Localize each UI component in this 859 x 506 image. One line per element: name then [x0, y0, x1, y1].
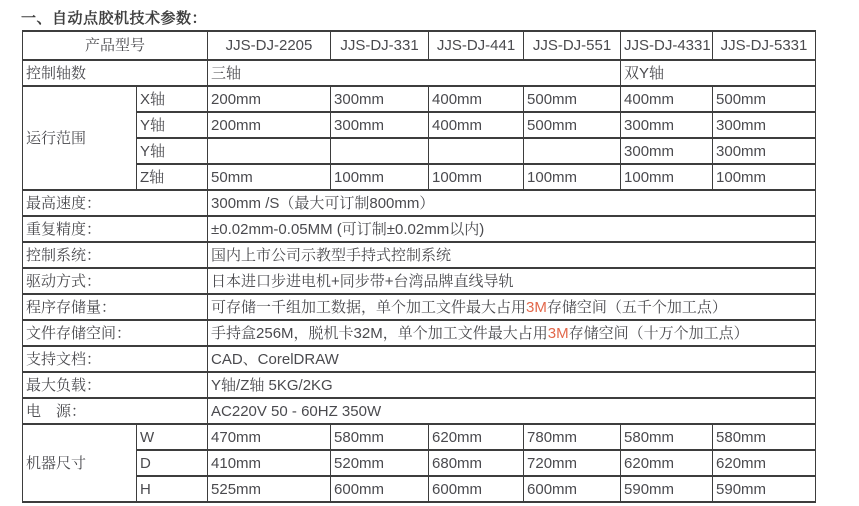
value-cell: 600mm — [524, 476, 621, 502]
spec-value — [208, 320, 816, 346]
range-row-x — [23, 86, 816, 112]
dimension-row-h — [23, 476, 816, 502]
spec-text-post: 存储空间（五千个加工点） — [546, 298, 727, 316]
row-label-repeat-precision: 重复精度： — [23, 216, 208, 242]
value-cell: 300mm — [713, 138, 816, 164]
value-cell: 580mm — [713, 424, 816, 450]
row-label-supported-docs: 支持文档： — [23, 346, 208, 372]
row-label-max-speed: 最高速度： — [23, 190, 208, 216]
value-cell: 500mm — [524, 112, 621, 138]
value-cell: 590mm — [621, 476, 713, 502]
value-cell: 300mm — [331, 86, 429, 112]
axis-label: W — [137, 424, 208, 450]
value-cell: 520mm — [331, 450, 429, 476]
dimension-row-w — [23, 424, 816, 450]
spec-text-pre: 可存储一千组加工数据，单个加工文件最大占用 — [211, 298, 527, 316]
model-header-cell: JJS-DJ-5331 — [713, 31, 816, 60]
value-cell: 400mm — [429, 112, 524, 138]
spec-text-highlight: 3M — [547, 324, 569, 342]
value-cell: 300mm — [621, 138, 713, 164]
row-label-control-system: 控制系统： — [23, 242, 208, 268]
spec-row-max-load — [23, 372, 816, 398]
spec-value: ±0.02mm-0.05MM (可订制±0.02mm以内) — [208, 216, 816, 242]
control-axes-left-value: 三轴 — [208, 60, 621, 86]
spec-row-file-storage — [23, 320, 816, 346]
spec-text-highlight: 3M — [526, 298, 547, 316]
row-label-control-axes: 控制轴数 — [23, 60, 208, 86]
spec-value: 国内上市公司示教型手持式控制系统 — [208, 242, 816, 268]
row-label-max-load: 最大负载： — [23, 372, 208, 398]
axis-label: X轴 — [137, 86, 208, 112]
spec-value: 300mm /S（最大可订制800mm） — [208, 190, 816, 216]
section-title: 一、自动点胶机技术参数： — [21, 10, 208, 27]
value-cell: 400mm — [429, 86, 524, 112]
specs-table — [22, 30, 816, 503]
value-cell: 400mm — [621, 86, 713, 112]
spec-text-post: 存储空间（十万个加工点） — [568, 324, 749, 342]
control-axes-row — [23, 60, 816, 86]
value-cell: 620mm — [713, 450, 816, 476]
spec-value: 日本进口步进电机+同步带+台湾品牌直线导轨 — [208, 268, 816, 294]
value-cell: 200mm — [208, 112, 331, 138]
value-cell: 620mm — [429, 424, 524, 450]
value-cell: 200mm — [208, 86, 331, 112]
value-cell: 300mm — [713, 112, 816, 138]
value-cell: 100mm — [429, 164, 524, 190]
model-header-cell: JJS-DJ-441 — [429, 31, 524, 60]
value-cell: 300mm — [331, 112, 429, 138]
value-cell — [331, 138, 429, 164]
spec-value: CAD、CorelDRAW — [208, 346, 816, 372]
control-axes-right-value: 双Y轴 — [621, 60, 816, 86]
row-label-program-storage: 程序存储量： — [23, 294, 208, 320]
dimension-row-d — [23, 450, 816, 476]
row-label-power: 电 源： — [23, 398, 208, 424]
value-cell: 100mm — [713, 164, 816, 190]
row-label-machine-size: 机器尺寸 — [23, 424, 137, 502]
spec-row-power — [23, 398, 816, 424]
row-label-file-storage: 文件存储空间： — [23, 320, 208, 346]
row-label-drive-mode: 驱动方式： — [23, 268, 208, 294]
value-cell — [429, 138, 524, 164]
value-cell: 300mm — [621, 112, 713, 138]
model-header-cell: JJS-DJ-4331 — [621, 31, 713, 60]
spec-row-supported-docs — [23, 346, 816, 372]
value-cell: 470mm — [208, 424, 331, 450]
spec-value: Y轴/Z轴 5KG/2KG — [208, 372, 816, 398]
spec-row-repeat-precision — [23, 216, 816, 242]
row-label-operating-range: 运行范围 — [23, 86, 137, 190]
axis-label: D — [137, 450, 208, 476]
spec-row-program-storage — [23, 294, 816, 320]
model-header-cell: JJS-DJ-551 — [524, 31, 621, 60]
value-cell: 525mm — [208, 476, 331, 502]
spec-row-max-speed — [23, 190, 816, 216]
model-header-row — [23, 31, 816, 60]
axis-label: Y轴 — [137, 112, 208, 138]
spec-value: AC220V 50 - 60HZ 350W — [208, 398, 816, 424]
value-cell: 500mm — [524, 86, 621, 112]
spec-text-pre: 手持盒256M，脱机卡32M，单个加工文件最大占用 — [211, 324, 548, 342]
value-cell: 590mm — [713, 476, 816, 502]
value-cell — [524, 138, 621, 164]
value-cell — [208, 138, 331, 164]
value-cell: 780mm — [524, 424, 621, 450]
axis-label: Z轴 — [137, 164, 208, 190]
value-cell: 720mm — [524, 450, 621, 476]
value-cell: 100mm — [524, 164, 621, 190]
model-header-cell: JJS-DJ-331 — [331, 31, 429, 60]
value-cell: 580mm — [331, 424, 429, 450]
value-cell: 680mm — [429, 450, 524, 476]
model-header-cell: JJS-DJ-2205 — [208, 31, 331, 60]
range-row-z — [23, 164, 816, 190]
spec-row-control-system — [23, 242, 816, 268]
value-cell: 500mm — [713, 86, 816, 112]
spec-value — [208, 294, 816, 320]
axis-label: Y轴 — [137, 138, 208, 164]
value-cell: 50mm — [208, 164, 331, 190]
range-row-y2 — [23, 138, 816, 164]
range-row-y1 — [23, 112, 816, 138]
row-label-product-model: 产品型号 — [23, 31, 208, 60]
value-cell: 100mm — [331, 164, 429, 190]
value-cell: 580mm — [621, 424, 713, 450]
value-cell: 600mm — [429, 476, 524, 502]
value-cell: 410mm — [208, 450, 331, 476]
value-cell: 620mm — [621, 450, 713, 476]
value-cell: 600mm — [331, 476, 429, 502]
value-cell: 100mm — [621, 164, 713, 190]
axis-label: H — [137, 476, 208, 502]
spec-row-drive-mode — [23, 268, 816, 294]
